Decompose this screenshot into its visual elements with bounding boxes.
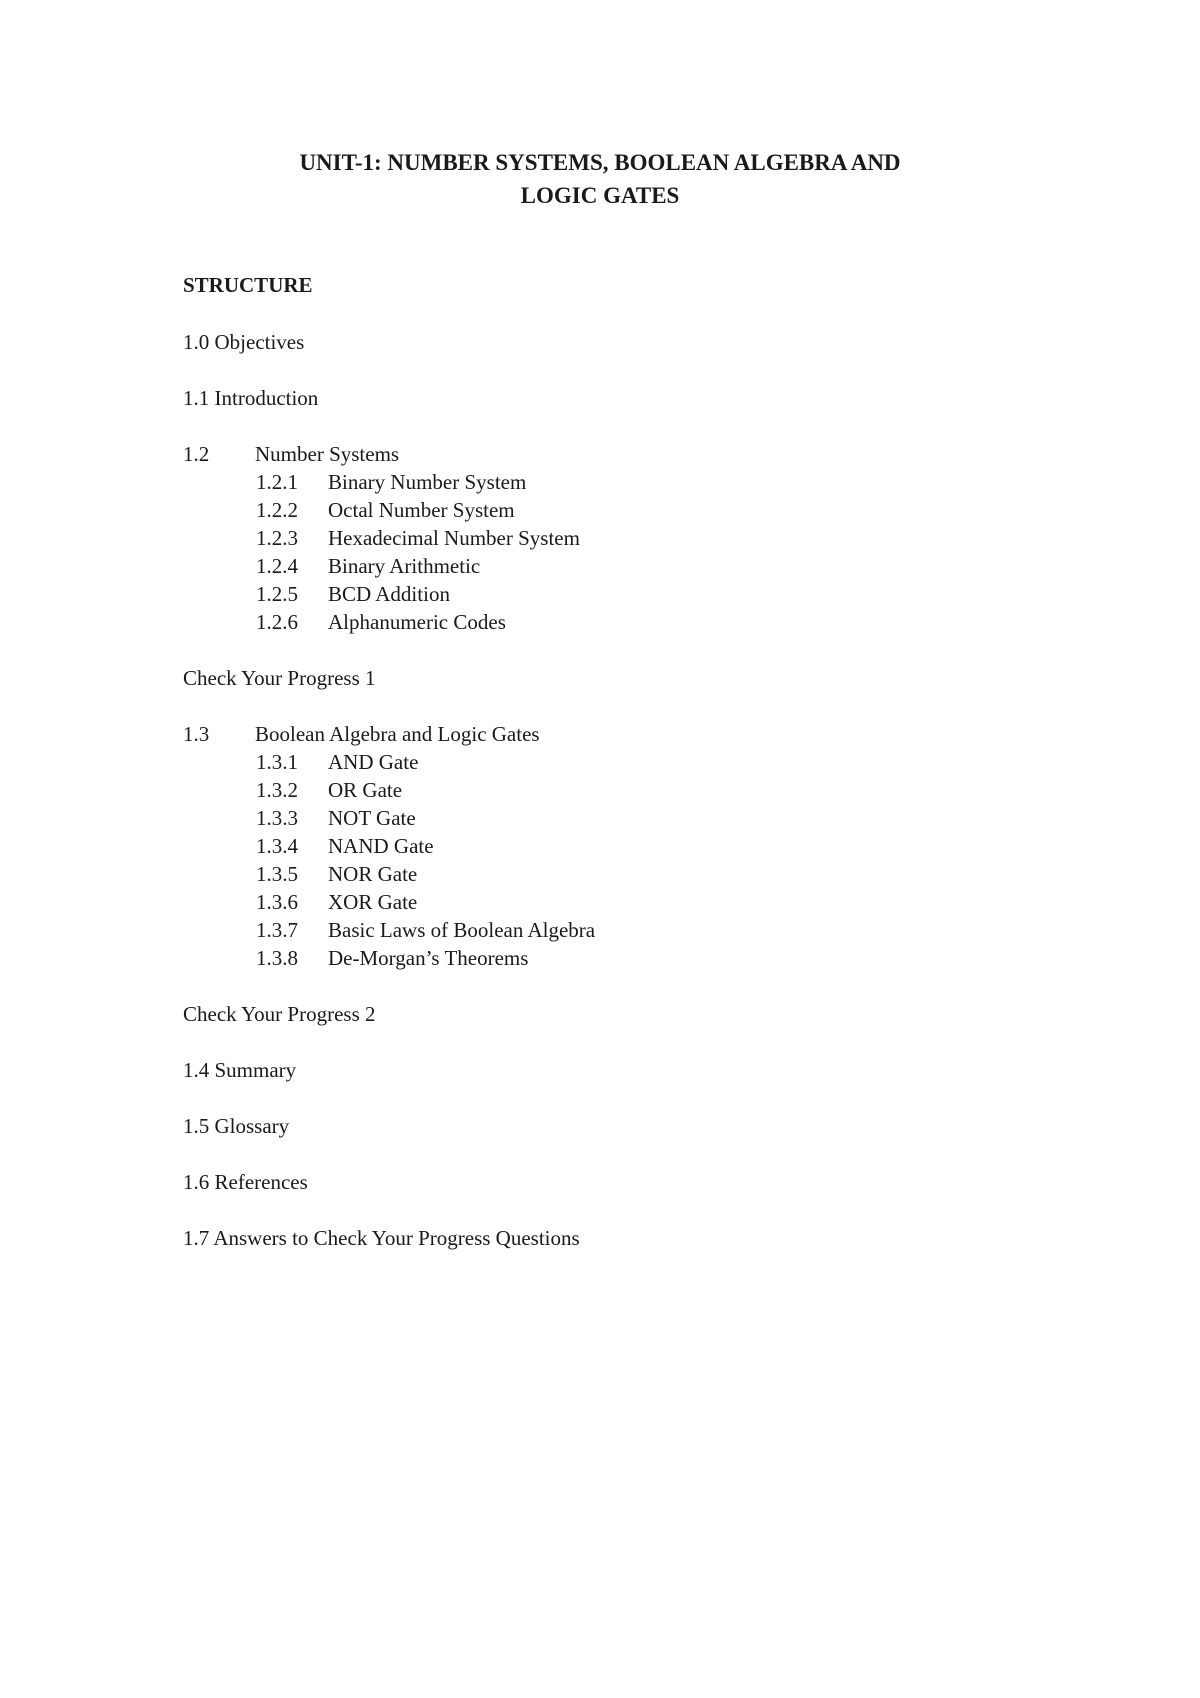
subsection-number: 1.2.2 (256, 498, 298, 522)
subsection-number: 1.2.1 (256, 470, 298, 494)
toc-subsection (256, 469, 526, 495)
subsection-number: 1.2.4 (256, 554, 298, 578)
subsection-label: XOR Gate (328, 890, 418, 914)
toc-subsection (256, 609, 506, 635)
toc-subsection (256, 945, 528, 971)
toc-item-introduction: 1.1 Introduction (183, 386, 319, 410)
section-label: Boolean Algebra and Logic Gates (255, 722, 540, 746)
unit-title-line-2: LOGIC GATES (520, 183, 680, 208)
toc-subsection (256, 889, 417, 915)
subsection-label: Basic Laws of Boolean Algebra (328, 918, 596, 942)
subsection-label: Alphanumeric Codes (328, 610, 506, 634)
subsection-label: Octal Number System (328, 498, 515, 522)
subsection-number: 1.3.1 (256, 750, 298, 774)
subsection-number: 1.3.6 (256, 890, 298, 914)
subsection-label: De-Morgan’s Theorems (328, 946, 529, 970)
subsection-label: Binary Arithmetic (328, 554, 481, 578)
subsection-number: 1.2.5 (256, 582, 298, 606)
toc-item-glossary: 1.5 Glossary (183, 1114, 290, 1138)
toc-item-check-progress-2: Check Your Progress 2 (183, 1002, 376, 1026)
subsection-label: NAND Gate (328, 834, 434, 858)
unit-title-line-1: UNIT-1: NUMBER SYSTEMS, BOOLEAN ALGEBRA AND (299, 150, 901, 175)
subsection-number: 1.3.2 (256, 778, 298, 802)
subsection-label: Hexadecimal Number System (328, 526, 580, 550)
toc-item-objectives: 1.0 Objectives (183, 330, 305, 354)
subsection-number: 1.3.4 (256, 834, 298, 858)
toc-subsection (256, 777, 402, 803)
subsection-number: 1.3.7 (256, 918, 298, 942)
section-number: 1.3 (183, 722, 210, 746)
section-number: 1.2 (183, 442, 210, 466)
subsection-number: 1.3.8 (256, 946, 298, 970)
subsection-label: NOT Gate (328, 806, 416, 830)
toc-item-check-progress-1: Check Your Progress 1 (183, 666, 376, 690)
toc-subsection (256, 525, 580, 551)
toc-subsection (256, 581, 450, 607)
subsection-label: Binary Number System (328, 470, 527, 494)
section-label: Number Systems (255, 442, 400, 466)
toc-subsection (256, 861, 417, 887)
subsection-number: 1.2.6 (256, 610, 298, 634)
toc-section-1-2 (183, 441, 399, 467)
subsection-number: 1.3.5 (256, 862, 298, 886)
toc-subsection (256, 833, 434, 859)
toc-subsection (256, 749, 418, 775)
toc-subsection (256, 805, 416, 831)
structure-heading: STRUCTURE (183, 273, 313, 297)
toc-item-answers: 1.7 Answers to Check Your Progress Questions (183, 1226, 580, 1250)
subsection-label: BCD Addition (328, 582, 450, 606)
toc-item-summary: 1.4 Summary (183, 1058, 297, 1082)
toc-subsection (256, 553, 480, 579)
subsection-number: 1.2.3 (256, 526, 298, 550)
subsection-number: 1.3.3 (256, 806, 298, 830)
toc-item-references: 1.6 References (183, 1170, 308, 1194)
unit-title (0, 146, 1200, 212)
toc-subsection (256, 917, 595, 943)
toc-section-1-3 (183, 721, 540, 747)
subsection-label: NOR Gate (328, 862, 418, 886)
toc-subsection (256, 497, 515, 523)
subsection-label: AND Gate (328, 750, 419, 774)
subsection-label: OR Gate (328, 778, 403, 802)
